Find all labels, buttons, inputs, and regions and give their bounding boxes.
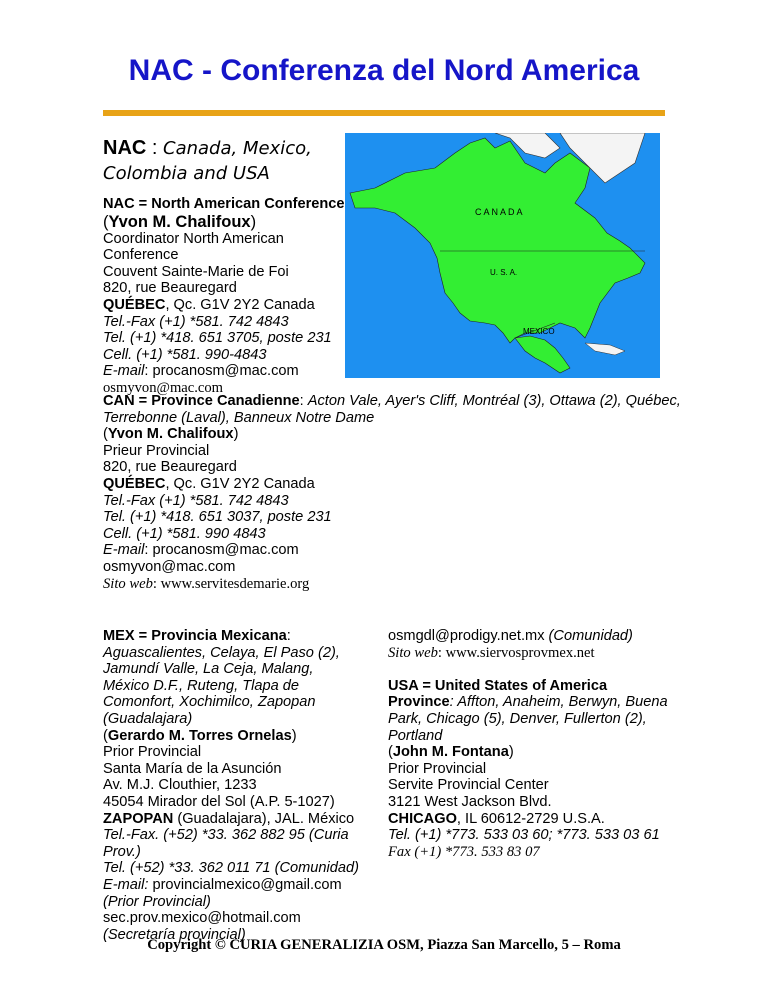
can-email (103, 542, 703, 559)
footer-copyright: Copyright © CURIA GENERALIZIA OSM, Piazza San Marcello, 5 – Roma (147, 937, 621, 953)
north-america-map (345, 133, 660, 378)
map-label-usa: U. S. A. (490, 268, 518, 277)
nac-person: (Yvon M. Chalifoux) (103, 212, 257, 231)
nac-role: Coordinator North American Conference (103, 230, 284, 264)
city-rest: , IL 60612-2729 U.S.A. (456, 810, 605, 827)
mex-web (388, 645, 678, 662)
mex-address: Av. M.J. Clouthier, 1233 (103, 777, 257, 794)
can-person: (Yvon M. Chalifoux) (103, 426, 239, 443)
usa-province (388, 694, 678, 744)
can-role: Prieur Provincial (103, 442, 210, 459)
usa-tel: Tel. (+1) *773. 533 03 60; *773. 533 03 61 (388, 827, 660, 844)
can-contact (103, 393, 703, 592)
can-heading: CAN = Province Canadienne: Acton Vale, Ayer's Cliff, Montréal (3), Ottawa (2), Québec, Terrebonne (Laval), Banneux Notre Dame (103, 393, 681, 426)
separator: : (146, 137, 164, 159)
page-title: NAC - Conferenza del Nord America (128, 54, 640, 87)
person-name: John M. Fontana (392, 744, 509, 761)
person-name: Yvon M. Chalifoux (107, 426, 234, 443)
email-link[interactable]: osmgdl@prodigy.net.mx (388, 628, 545, 644)
email-link[interactable]: : procanosm@mac.com (144, 542, 299, 559)
usa-fax: Fax (+1) *773. 533 83 07 (388, 843, 540, 860)
web-link[interactable]: : www.servitesdemarie.org (152, 575, 310, 592)
city: ZAPOPAN (103, 810, 174, 827)
places: : Affton, Anaheim, Berwyn, Buena Park, Chicago (5), Denver, Fullerton (2), Portland (388, 694, 668, 744)
nac-code: NAC (103, 137, 147, 159)
mex-email (103, 877, 363, 894)
mex-contact (103, 628, 363, 943)
nac-email (103, 363, 348, 380)
usa-heading: USA = United States of America (388, 677, 608, 694)
mex-email2[interactable]: sec.prov.mexico@hotmail.com (103, 910, 301, 927)
usa-person: (John M. Fontana) (388, 744, 514, 761)
nac-cell: Cell. (+1) *581. 990-4843 (103, 346, 267, 363)
usa-role: Prior Provincial (388, 760, 487, 777)
nac-tel: Tel. (+1) *418. 651 3705, poste 231 (103, 330, 332, 347)
divider (103, 110, 665, 116)
person-name: Yvon M. Chalifoux (108, 212, 251, 231)
mex-email-note: (Prior Provincial) (103, 893, 211, 910)
nac-telfax: Tel.-Fax (+1) *581. 742 4843 (103, 313, 289, 330)
usa-address: Servite Provincial Center (388, 777, 549, 794)
email-link[interactable]: provincialmexico@gmail.com (148, 876, 342, 893)
person-name: Gerardo M. Torres Ornelas (107, 727, 292, 744)
web-label: Sito web (388, 644, 438, 661)
nac-address: 820, rue Beauregard (103, 280, 237, 297)
mex-address: 45054 Mirador del Sol (A.P. 5-1027) (103, 793, 335, 810)
email-link[interactable]: : procanosm@mac.com (144, 363, 299, 380)
mex-email2-note: (Secretaría provincial) (103, 926, 246, 943)
mex-heading: MEX = Provincia Mexicana: (103, 628, 291, 644)
nac-contact (103, 196, 348, 397)
nac-heading (103, 136, 343, 186)
email-label: E-mail (103, 542, 145, 559)
mex-telfax: Tel.-Fax. (+52) *33. 362 882 95 (Curia Prov.) (103, 827, 349, 860)
city-rest: (Guadalajara), JAL. México (173, 810, 355, 827)
mex-person: (Gerardo M. Torres Ornelas) (103, 727, 297, 744)
usa-address: 3121 West Jackson Blvd. (388, 793, 552, 810)
province-label: Province (388, 694, 450, 711)
nac-countries: Canada, Mexico, Colombia and USA (103, 138, 312, 184)
right-column (388, 628, 678, 860)
places: Acton Vale, Ayer's Cliff, Montréal (3), Ottawa (2), Québec, Terrebonne (Laval), Banneux Notre Dame (103, 393, 681, 426)
city-rest: , Qc. G1V 2Y2 Canada (165, 475, 315, 492)
mex-address: Santa María de la Asunción (103, 760, 282, 777)
city: QUÉBEC (103, 475, 166, 492)
can-email2[interactable]: osmyvon@mac.com (103, 558, 236, 575)
mex-role: Prior Provincial (103, 744, 202, 761)
mex-email3 (388, 628, 678, 645)
can-telfax: Tel.-Fax (+1) *581. 742 4843 (103, 492, 289, 509)
city: QUÉBEC (103, 296, 166, 313)
can-city (103, 476, 703, 493)
map-label-mexico: MEXICO (523, 327, 555, 336)
mex-places: Aguascalientes, Celaya, El Paso (2), Jamundí Valle, La Ceja, Malang, México D.F., Ruteng, Tlapa de Comonfort, Xochimilco, Zapopan (Guadalajara) (103, 644, 340, 727)
heading: MEX = Provincia Mexicana (103, 628, 287, 644)
nac-address: Couvent Sainte-Marie de Foi (103, 263, 289, 280)
map-label-canada: CANADA (475, 207, 525, 217)
can-web (103, 576, 703, 593)
can-tel: Tel. (+1) *418. 651 3037, poste 231 (103, 509, 332, 526)
web-link[interactable]: : www.siervosprovmex.net (437, 644, 595, 661)
email-label: E-mail: (103, 876, 149, 893)
can-address: 820, rue Beauregard (103, 459, 237, 476)
mex-tel: Tel. (+52) *33. 362 011 71 (Comunidad) (103, 860, 359, 877)
email-note: (Comunidad) (544, 628, 633, 644)
heading: CAN = Province Canadienne (103, 393, 300, 409)
city-rest: , Qc. G1V 2Y2 Canada (165, 296, 315, 313)
city: CHICAGO (388, 810, 457, 827)
spacer (388, 661, 678, 678)
nac-city (103, 297, 348, 314)
can-cell: Cell. (+1) *581. 990 4843 (103, 525, 266, 542)
usa-city (388, 811, 678, 828)
web-label: Sito web (103, 575, 153, 592)
mex-city (103, 811, 363, 828)
nac-conference: NAC = North American Conference (103, 196, 345, 212)
email-label: E-mail (103, 363, 145, 380)
nac-email2[interactable]: osmyvon@mac.com (103, 379, 224, 396)
